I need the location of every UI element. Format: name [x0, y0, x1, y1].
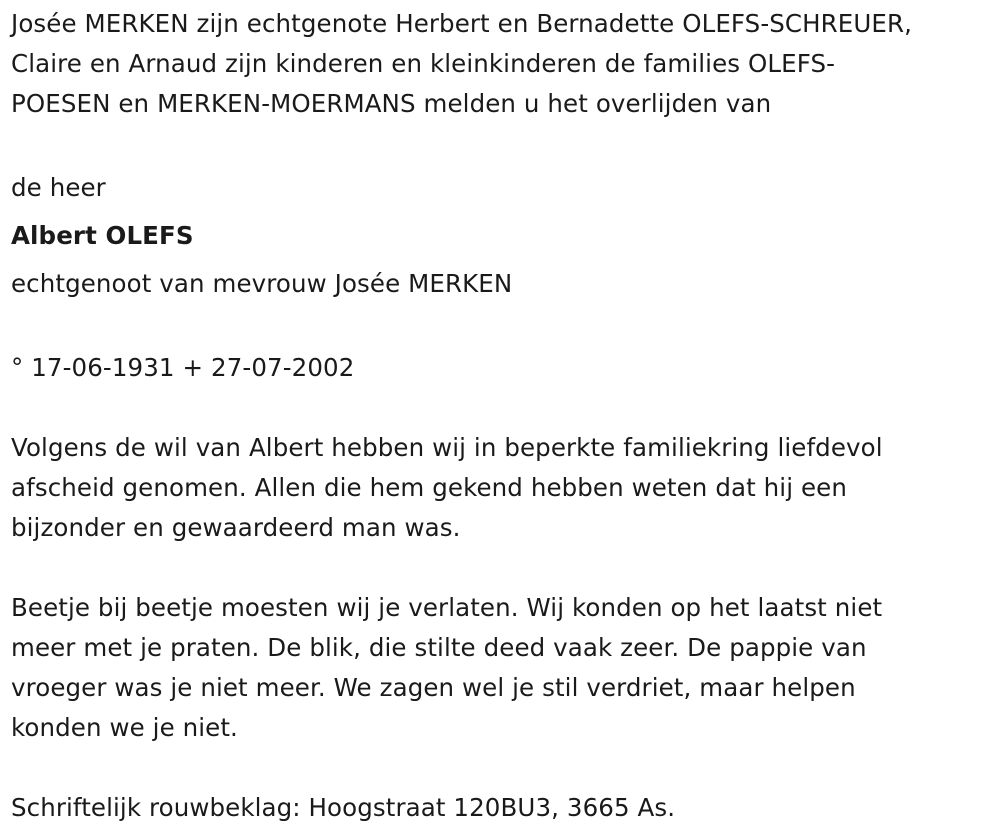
honorific-title: de heer: [11, 173, 106, 202]
poem-line: Beetje bij beetje moesten wij je verlaten. Wij konden op het laatst niet: [11, 593, 883, 622]
poem-line: konden we je niet.: [11, 713, 238, 742]
farewell-line: afscheid genomen. Allen die hem gekend hebben weten dat hij een: [11, 473, 847, 502]
intro-line: Josée MERKEN zijn echtgenote Herbert en Bernadette OLEFS-SCHREUER,: [11, 9, 912, 38]
farewell-line: bijzonder en gewaardeerd man was.: [11, 513, 461, 542]
poem-line: vroeger was je niet meer. We zagen wel je stil verdriet, maar helpen: [11, 673, 856, 702]
farewell-line: Volgens de wil van Albert hebben wij in beperkte familiekring liefdevol: [11, 433, 883, 462]
intro-line: POESEN en MERKEN-MOERMANS melden u het overlijden van: [11, 89, 772, 118]
spacer: [11, 124, 991, 164]
spouse-relation: echtgenoot van mevrouw Josée MERKEN: [11, 269, 513, 298]
condolence-address: Schriftelijk rouwbeklag: Hoogstraat 120BU3, 3665 As.: [11, 793, 676, 822]
poem-paragraph: [11, 588, 991, 748]
spacer: [11, 388, 991, 428]
spacer: [11, 748, 991, 788]
poem-line: meer met je praten. De blik, die stilte deed vaak zeer. De pappie van: [11, 633, 867, 662]
obituary-document: [11, 4, 991, 828]
farewell-paragraph: [11, 428, 991, 548]
intro-line: Claire en Arnaud zijn kinderen en kleinkinderen de families OLEFS-: [11, 49, 836, 78]
intro-paragraph: [11, 4, 991, 124]
deceased-name: Albert OLEFS: [11, 221, 194, 250]
birth-death-dates: ° 17-06-1931 + 27-07-2002: [11, 353, 355, 382]
spacer: [11, 548, 991, 588]
spacer: [11, 308, 991, 348]
